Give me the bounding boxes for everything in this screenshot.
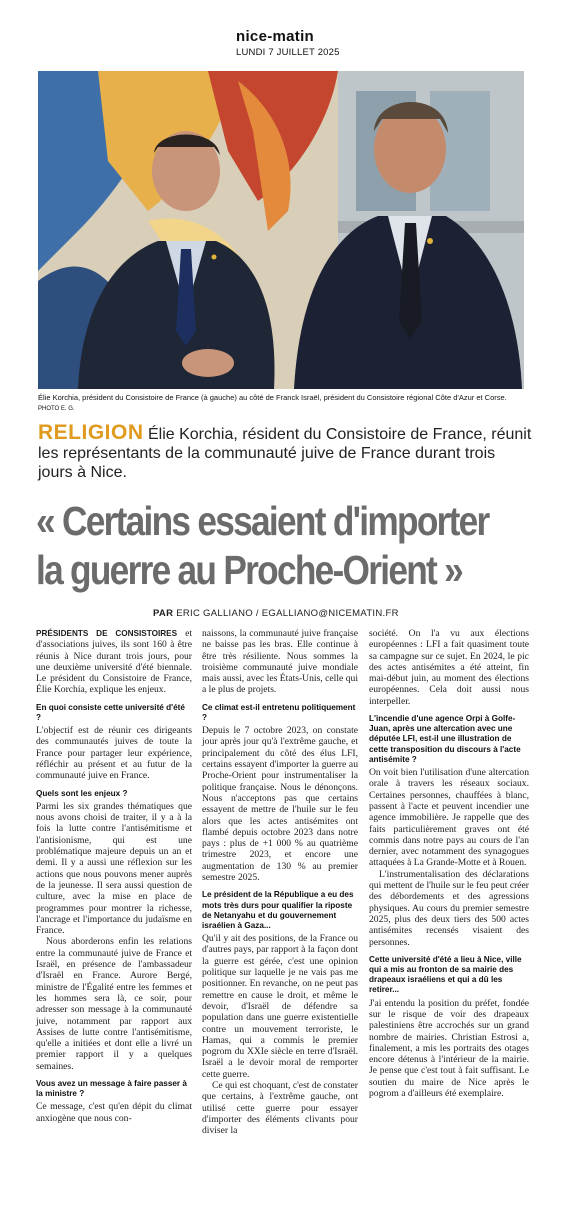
question-3: Vous avez un message à faire passer à la ministre ?: [36, 1079, 187, 1099]
answer-6-continued: L'instrumentalisation des déclarations qui mettent de l'huile sur le feu peut créer des débordements et des agressions physiques. Au cours du premier semestre 2025, plus des deux tiers des 500 actes antisémites recensés visaient des personnes.: [369, 868, 529, 948]
answer-2-continued: Nous aborderons enfin les relations entre la communauté juive de France et Israël, en présence de l'ambassadeur d'Israël en France. Aurore Bergé, ministre de l'Égalité entre les femmes et les hommes sera là, ce soir, pour adresser son message à la communauté juive, notamment par rapport aux Assises de lutte contre l'antisémitisme, qu'elle a initiées et dont elle a livré un premier rapport il y a quelques semaines.: [36, 936, 192, 1072]
article-column-3: [369, 628, 529, 1099]
question-4: Ce climat est-il entretenu politiquement ?: [202, 702, 356, 722]
answer-4: Depuis le 7 octobre 2023, on constate jour après jour qu'à l'extrême gauche, et principalement du côté des élus LFI, certains essayent d'importer la guerre au Proche-Orient pour instrumentaliser la politique française. Nous le dénonçons. Nous n'acceptons pas que certains essayent de mettre de l'huile sur le feu alors que les actes antisémites ont flambé depuis octobre 2023 dans notre pays : plus de +1 000 % au quatrième trimestre 2023, et encore une augmentation de 130 % au premier semestre 2025.: [202, 725, 358, 884]
intro-paragraph: [36, 628, 192, 696]
masthead: [0, 0, 571, 64]
answer-6: On voit bien l'utilisation d'une altercation orale à travers les réseaux sociaux. Certaines personnes, chauffées à blanc, passent à l'acte et peuvent incendier une agence immobilière. Je rappelle que des faits particulièrement graves ont été commis dans notre pays au cours de l'an dernier, avec notamment des synagogues attaquées à La Grande-Motte et à Rouen.: [369, 767, 529, 869]
answer-2: Parmi les six grandes thématiques que nous avons choisi de traiter, il y a à la fois la lutte contre l'antisémitisme et l'antisionisme, qui est une problématique majeure depuis un an et demi. Il y a aussi une réflexion sur les actions que nous pouvons mener auprès de la jeunesse. Il sera aussi question de culture, avec la mise en place de programmes pour montrer la richesse, l'ancrage et l'importance du judaïsme en France.: [36, 800, 192, 937]
question-6: L'incendie d'une agence Orpi à Golfe-Juan, après une altercation avec une députée LFI, est-il une illustration de cette transposition du discours à l'acte antisémite ?: [369, 714, 521, 764]
question-5: Le président de la République a eu des mots très durs pour qualifier la riposte de Netanyahu et du gouvernement israélien à Gaza...: [202, 890, 354, 930]
question-1: En quoi consiste cette université d'été ?: [36, 702, 185, 722]
answer-3: Ce message, c'est qu'en dépit du climat anxiogène que nous con-: [36, 1101, 192, 1124]
answer-5-continued: Ce qui est choquant, c'est de constater que certains, à l'extrême gauche, ont utilisé cette guerre pour essayer d'importer des éléments clivants pour diviser la: [202, 1080, 358, 1137]
answer-1: L'objectif est de réunir ces dirigeants des communautés juives de toute la France pour partager leur expérience, réfléchir au présent et au futur de la communauté juive en France.: [36, 725, 192, 782]
question-7: Cette université d'été a lieu à Nice, ville qui a mis au fronton de sa mairie des drapeaux israéliens et qui a dû les retirer...: [369, 954, 522, 995]
kicker: [38, 423, 533, 482]
answer-5-end: société. On l'a vu aux élections européennes : LFI a fait quasiment toute sa campagne sur ce sujet. En 2024, le pic des actes antisémites a été atteint, fin mai-début juin, au moment des élections européennes. Cela doit aussi nous interpeller.: [369, 628, 529, 707]
newspaper-name: nice-matin: [236, 28, 315, 45]
issue-date: LUNDI 7 JUILLET 2025: [236, 47, 340, 58]
photo-caption: [38, 393, 524, 414]
article-column-2: [202, 628, 358, 1137]
caption-text: Élie Korchia, président du Consistoire de France (à gauche) au côté de Franck Israël, président du Consistoire régional Côte d'Azur et Corse.: [38, 393, 507, 402]
answer-7: J'ai entendu la position du préfet, fondée sur le risque de voir des drapeaux palestiniens être accrochés sur un grand nombre de mairies. Christian Estrosi a, finalement, a mis les portraits des otages encore détenus à l'intérieur de la mairie. Je pense que c'est tout à fait suffisant. Le soutien du maire de Nice après le pogrom a d'ailleurs été exemplaire.: [369, 997, 529, 1100]
headline-line-2: la guerre au Proche-Orient »: [36, 547, 463, 593]
kicker-text: Élie Korchia, résident du Consistoire de France, réunit les représentants de la communauté juive de France durant trois jours à Nice.: [38, 426, 532, 481]
photo-credit: PHOTO E. G.: [38, 406, 75, 412]
answer-3-continued: naissons, la communauté juive française ne baisse pas les bras. Elle continue à être très résiliente. Nous sommes la troisième communauté juive mondiale mais aussi, avec les États-Unis, celle qui a le plus de projets.: [202, 628, 358, 696]
intro-text: et d'associations juives, ils sont 160 à être réunis à Nice durant trois jours, pour une deuxième université d'été biennale. Le président du Consistoire de France, Élie Korchia, explique les enjeux.: [36, 628, 192, 696]
byline: [153, 608, 399, 619]
article-column-1: [36, 628, 192, 1124]
intro-lead: PRÉSIDENTS DE CONSISTOIRES: [36, 629, 178, 638]
question-2: Quels sont les enjeux ?: [36, 788, 128, 798]
byline-author: ERIC GALLIANO / EGALLIANO@NICEMATIN.FR: [176, 608, 399, 619]
section-tag: RELIGION: [38, 421, 144, 444]
headline: [36, 497, 489, 595]
headline-line-1: « Certains essaient d'importer: [36, 498, 489, 544]
answer-5: Qu'il y ait des positions, de la France ou d'autres pays, par rapport à la façon dont la guerre est gérée, c'est une opinion politique sur laquelle je ne vais pas me positionner. En revanche, on ne peut pas remettre en cause le droit, et même le devoir, d'Israël de défendre sa population dans une guerre existentielle contre un mouvement terroriste, le Hamas, qui a commis le premier pogrom du XXIe siècle en terre d'Israël. Israël a le devoir moral de remporter cette guerre.: [202, 933, 358, 1080]
byline-prefix: PAR: [153, 608, 174, 619]
article-photo: [38, 71, 524, 389]
